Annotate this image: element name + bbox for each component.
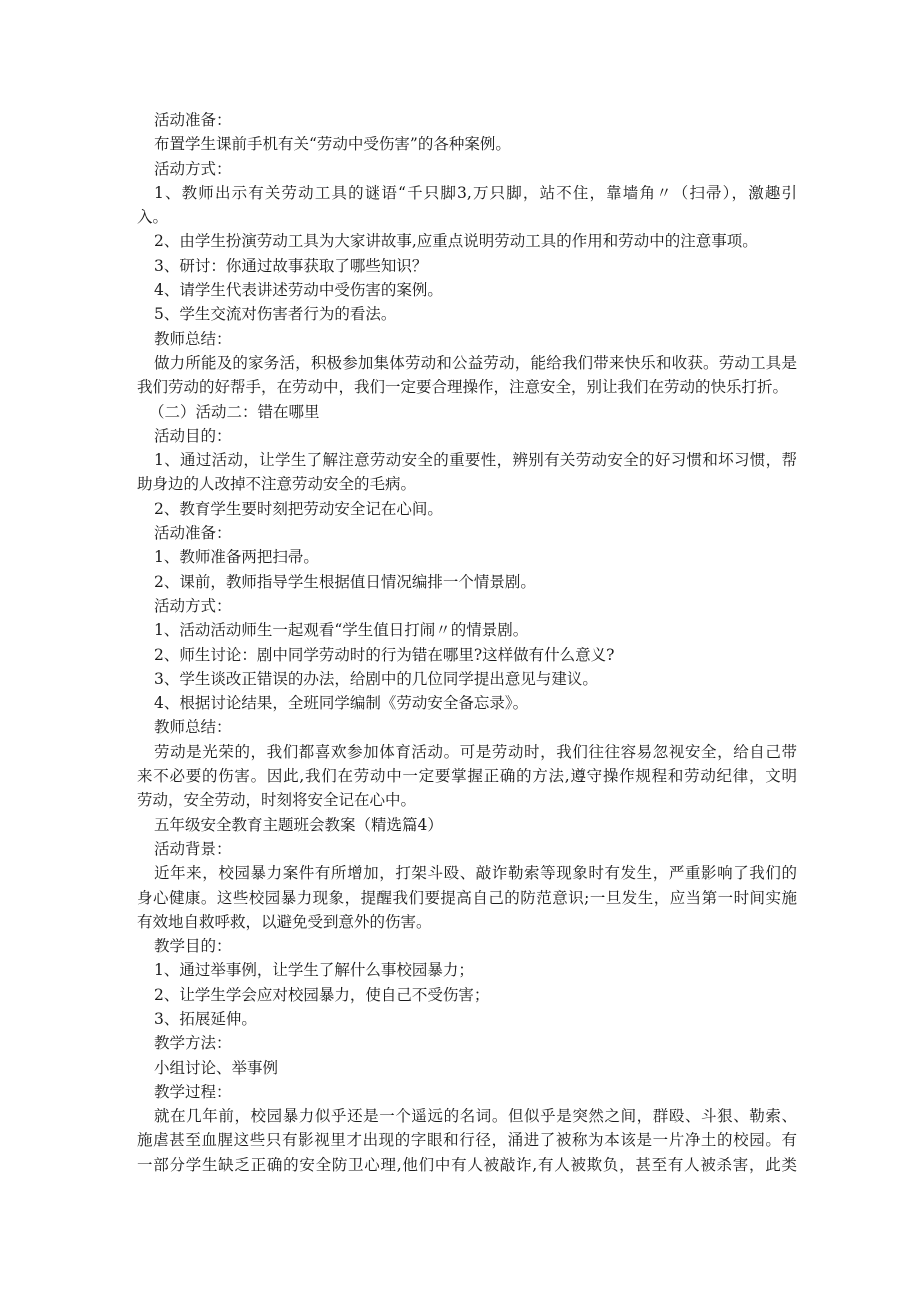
text-line: 近年来，校园暴力案件有所增加，打架斗殴、敲诈勒索等现象时有发生，严重影响了我们的 (154, 864, 797, 883)
text-line: 来不必要的伤害。因此,我们在劳动中一定要掌握正确的方法,遵守操作规程和劳动纪律，文明 (137, 767, 797, 786)
text-line: 3、研讨：你通过故事获取了哪些知识？ (154, 256, 428, 275)
text-line: 劳动是光荣的，我们都喜欢参加体育活动。可是劳动时，我们往往容易忽视安全，给自己带 (154, 742, 797, 761)
text-line: 我们劳动的好帮手，在劳动中，我们一定要合理操作，注意安全，别让我们在劳动的快乐打折。 (137, 378, 789, 397)
text-line: 2、课前，教师指导学生根据值日情况编排一个情景剧。 (154, 572, 536, 591)
text-line: 做力所能及的家务活，积极参加集体劳动和公益劳动，能给我们带来快乐和收获。劳动工具是 (154, 353, 797, 372)
text-line: 活动准备： (154, 111, 232, 129)
text-line: 教学方法： (154, 1034, 232, 1053)
section-heading: 五年级安全教育主题班会教案（精选篇4） (154, 815, 443, 834)
text-line: 活动准备： (154, 524, 232, 543)
text-line: 2、师生讨论：剧中同学劳动时的行为错在哪里?这样做有什么意义? (154, 645, 615, 664)
text-line: 2、让学生学会应对校园暴力，使自己不受伤害； (154, 985, 490, 1004)
text-line: 2、教育学生要时刻把劳动安全记在心间。 (154, 499, 443, 518)
text-line: 2、由学生扮演劳动工具为大家讲故事,应重点说明劳动工具的作用和劳动中的注意事项。 (154, 232, 758, 251)
section-heading: （二）活动二：错在哪里 (149, 402, 320, 421)
text-line: 4、根据讨论结果，全班同学编制《劳动安全备忘录》。 (154, 694, 529, 713)
text-line: 1、通过活动，让学生了解注意劳动安全的重要性，辨别有关劳动安全的好习惯和坏习惯，帮 (154, 451, 797, 470)
text-line: 活动方式： (154, 596, 232, 615)
text-line: 教师总结： (154, 329, 232, 348)
text-line: 助身边的人改掉不注意劳动安全的毛病。 (137, 475, 417, 494)
text-line: 身心健康。这些校园暴力现象，提醒我们要提高自己的防范意识;一旦发生，应当第一时间实施 (137, 888, 797, 907)
text-line: 小组讨论、举事例 (154, 1058, 279, 1077)
text-line: 4、请学生代表讲述劳动中受伤害的案例。 (154, 281, 443, 300)
text-line: 入。 (137, 208, 169, 227)
text-line: 1、教师出示有关劳动工具的谜语“千只脚3,万只脚，站不住，靠墙角〃（扫帚），激趣引 (154, 183, 797, 202)
text-line: 一部分学生缺乏正确的安全防卫心理,他们中有人被敲诈,有人被欺负，甚至有人被杀害，此类 (137, 1155, 797, 1174)
text-line: 教学过程： (154, 1082, 232, 1101)
text-line: 3、拓展延伸。 (154, 1009, 257, 1028)
text-line: 1、通过举事例，让学生了解什么事校园暴力； (154, 961, 474, 980)
text-line: 布置学生课前手机有关“劳动中受伤害”的各种案例。 (154, 135, 511, 154)
document-page (137, 108, 797, 1177)
text-line: 活动方式： (154, 159, 232, 178)
text-line: 就在几年前，校园暴力似乎还是一个遥远的名词。但似乎是突然之间，群殴、斗狠、勒索、 (154, 1107, 797, 1126)
text-line: 5、学生交流对伤害者行为的看法。 (154, 305, 397, 324)
text-line: 劳动，安全劳动，时刻将安全记在心中。 (137, 791, 417, 810)
text-line: 教学目的： (154, 937, 232, 956)
text-line: 1、教师准备两把扫帚。 (154, 548, 319, 567)
text-line: 施虐甚至血腥这些只有影视里才出现的字眼和行径，涌进了被称为本该是一片净土的校园。有 (137, 1131, 797, 1150)
text-line: 1、活动活动师生一起观看“学生值日打闹〃的情景剧。 (154, 621, 529, 640)
text-line: 教师总结： (154, 718, 232, 737)
text-line: 3、学生谈改正错误的办法，给剧中的几位同学提出意见与建议。 (154, 669, 598, 688)
text-line: 活动目的： (154, 426, 232, 445)
text-line: 有效地自救呼救，以避免受到意外的伤害。 (137, 912, 432, 931)
text-line: 活动背景： (154, 839, 232, 858)
